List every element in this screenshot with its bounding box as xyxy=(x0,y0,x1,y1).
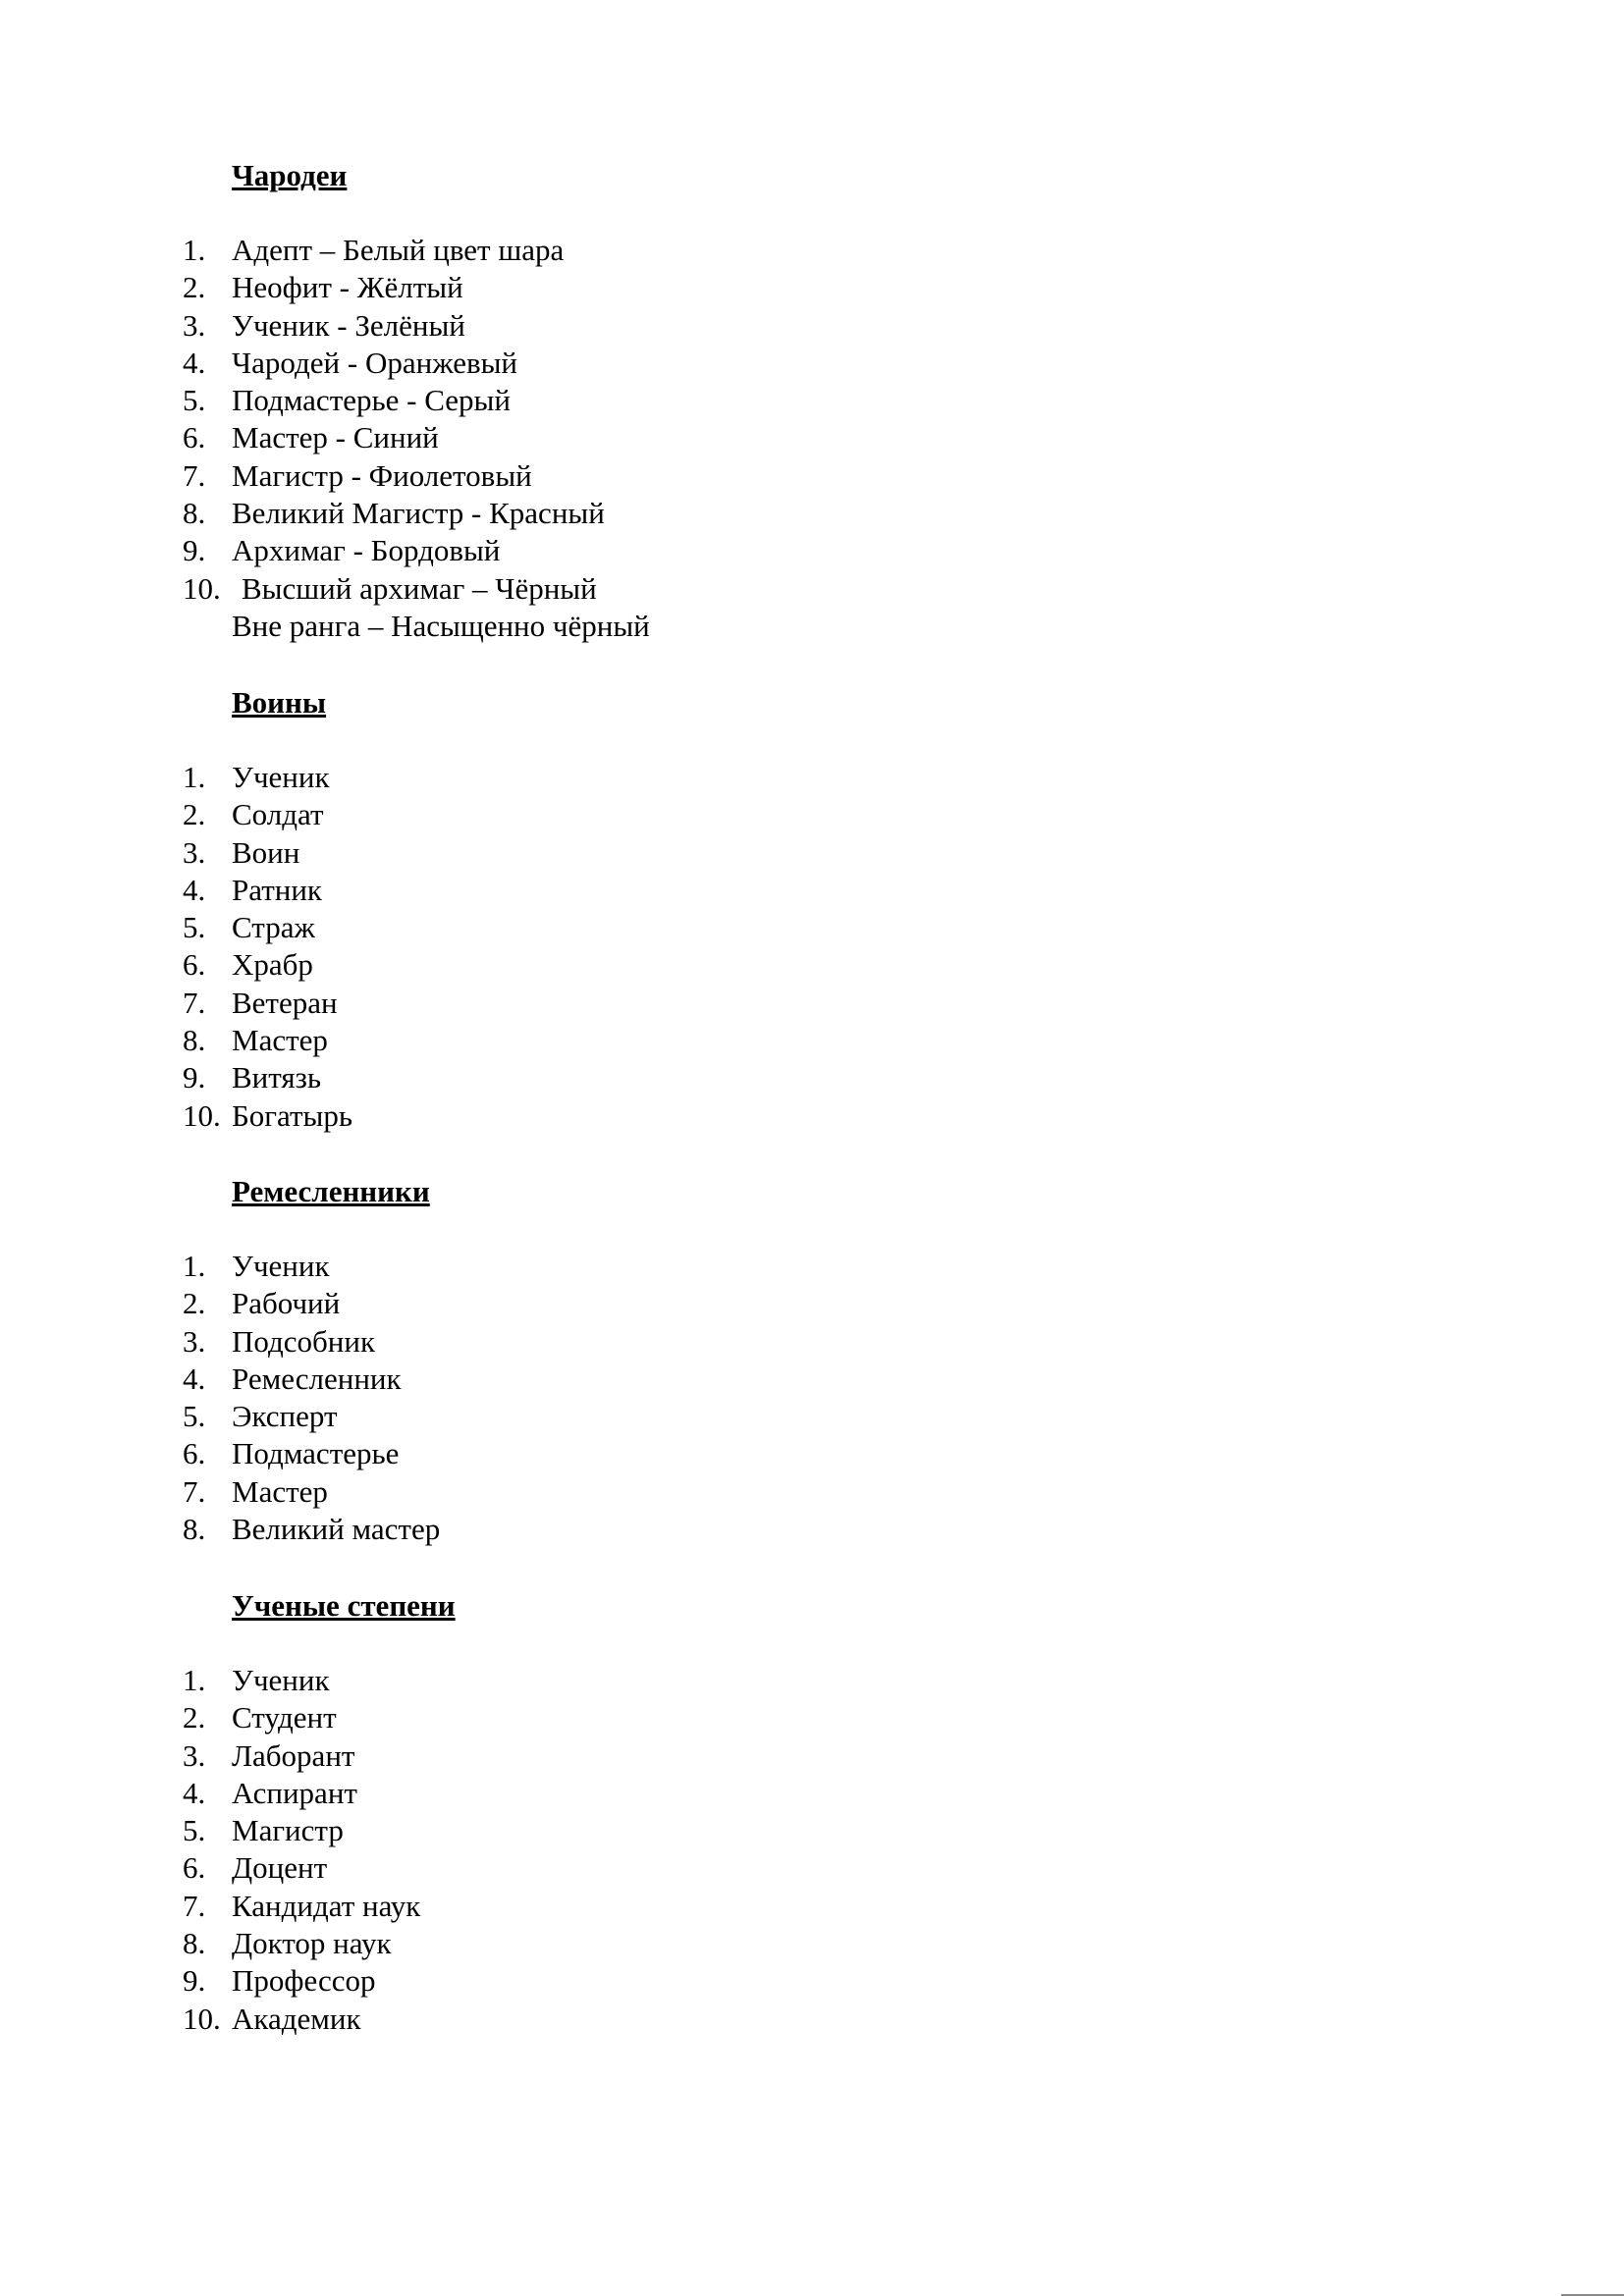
item-text: Подмастерье - Серый xyxy=(232,383,511,418)
item-text: Чародей - Оранжевый xyxy=(232,345,518,380)
list-item xyxy=(0,495,1624,532)
item-number: 5. xyxy=(183,1399,206,1434)
rank-list xyxy=(0,232,1624,645)
item-text: Витязь xyxy=(232,1060,322,1095)
item-number: 2. xyxy=(183,1700,206,1735)
item-text: Ветеран xyxy=(232,985,338,1020)
item-number: 4. xyxy=(183,345,206,380)
item-text: Подсобник xyxy=(232,1323,376,1359)
list-item xyxy=(0,532,1624,569)
list-item xyxy=(0,1097,1624,1135)
list-item xyxy=(0,307,1624,345)
item-text: Магистр - Фиолетовый xyxy=(232,457,532,493)
list-item xyxy=(0,1361,1624,1398)
rank-list xyxy=(0,1248,1624,1548)
item-number: 9. xyxy=(183,1963,206,1999)
item-number: 10. xyxy=(183,2001,221,2036)
list-item xyxy=(0,1511,1624,1548)
item-text: Неофит - Жёлтый xyxy=(232,270,463,305)
item-number: 9. xyxy=(183,533,206,568)
item-text: Ученик - Зелёный xyxy=(232,307,465,343)
item-number: 1. xyxy=(183,1249,206,1283)
item-text: Лаборант xyxy=(232,1737,355,1773)
item-number: 1. xyxy=(183,1663,206,1697)
item-number: 10. xyxy=(183,1097,221,1133)
list-item xyxy=(0,419,1624,456)
rank-list xyxy=(0,759,1624,1135)
item-number: 5. xyxy=(183,1813,206,1848)
section-title: Чародеи xyxy=(232,158,348,192)
item-text: Великий мастер xyxy=(232,1512,441,1547)
list-item xyxy=(0,834,1624,872)
section-title: Ученые степени xyxy=(232,1588,456,1623)
item-text: Архимаг - Бордовый xyxy=(232,533,501,568)
item-text: Ратник xyxy=(232,872,322,907)
list-item xyxy=(0,1775,1624,1812)
item-number: 5. xyxy=(183,383,206,418)
list-item xyxy=(0,1323,1624,1361)
item-text: Эксперт xyxy=(232,1399,338,1434)
item-text: Страж xyxy=(232,910,315,945)
item-text: Ученик xyxy=(232,760,330,794)
item-text: Подмастерье xyxy=(232,1436,400,1471)
item-number: 6. xyxy=(183,1850,206,1886)
list-item xyxy=(0,1812,1624,1849)
item-text: Ремесленник xyxy=(232,1361,402,1396)
list-item xyxy=(0,1435,1624,1472)
item-text: Высший архимаг – Чёрный xyxy=(242,570,597,606)
list-item xyxy=(0,1662,1624,1699)
list-item xyxy=(0,2001,1624,2038)
item-text: Рабочий xyxy=(232,1286,341,1321)
item-number: 7. xyxy=(183,1888,206,1923)
item-number: 4. xyxy=(183,872,206,907)
item-number: 9. xyxy=(183,1060,206,1095)
item-number: 3. xyxy=(183,1737,206,1773)
item-number: 8. xyxy=(183,1023,206,1058)
item-text: Кандидат наук xyxy=(232,1888,421,1923)
item-number: 4. xyxy=(183,1361,206,1396)
list-item xyxy=(0,1059,1624,1096)
item-number: 4. xyxy=(183,1775,206,1810)
list-item xyxy=(0,1022,1624,1059)
list-item xyxy=(0,382,1624,419)
item-text: Студент xyxy=(232,1700,337,1735)
list-item xyxy=(0,345,1624,382)
item-number: 3. xyxy=(183,307,206,343)
item-text: Доктор наук xyxy=(232,1926,392,1961)
item-text: Великий Магистр - Красный xyxy=(232,496,605,531)
rank-list xyxy=(0,1662,1624,2038)
item-number: 8. xyxy=(183,1926,206,1961)
item-number: 10. xyxy=(183,570,221,606)
item-text: Академик xyxy=(232,2001,361,2036)
item-text: Мастер - Синий xyxy=(232,420,439,455)
item-text: Ученик xyxy=(232,1249,330,1283)
item-number: 7. xyxy=(183,985,206,1020)
item-text: Магистр xyxy=(232,1813,344,1848)
item-number: 3. xyxy=(183,1323,206,1359)
item-number: 3. xyxy=(183,834,206,870)
item-number: 6. xyxy=(183,947,206,983)
list-item xyxy=(0,872,1624,909)
item-number: 2. xyxy=(183,270,206,305)
list-item xyxy=(0,457,1624,495)
item-text: Профессор xyxy=(232,1963,376,1999)
item-text: Храбр xyxy=(232,947,313,983)
item-text: Адепт – Белый цвет шара xyxy=(232,233,565,267)
item-number: 7. xyxy=(183,1473,206,1509)
item-number: 7. xyxy=(183,457,206,493)
list-item xyxy=(0,269,1624,306)
section-title: Ремесленники xyxy=(232,1174,430,1208)
item-number: 2. xyxy=(183,797,206,832)
list-item xyxy=(0,909,1624,946)
list-item xyxy=(0,1398,1624,1435)
item-number: 1. xyxy=(183,760,206,794)
list-item xyxy=(0,1888,1624,1925)
item-text: Мастер xyxy=(232,1473,328,1509)
item-number: 5. xyxy=(183,910,206,945)
list-item xyxy=(0,1285,1624,1322)
list-item xyxy=(0,946,1624,984)
item-number: 6. xyxy=(183,420,206,455)
list-item xyxy=(0,759,1624,796)
item-text: Аспирант xyxy=(232,1775,357,1810)
list-item xyxy=(0,796,1624,833)
item-number: 2. xyxy=(183,1286,206,1321)
list-item xyxy=(0,1962,1624,2000)
list-item xyxy=(0,985,1624,1022)
item-number: 6. xyxy=(183,1436,206,1471)
list-item xyxy=(0,1699,1624,1736)
item-text: Мастер xyxy=(232,1023,328,1058)
list-item xyxy=(0,1925,1624,1962)
item-number: 8. xyxy=(183,1512,206,1547)
list-item xyxy=(0,1248,1624,1285)
item-text: Вне ранга – Насыщенно чёрный xyxy=(232,608,650,643)
list-item xyxy=(0,1849,1624,1887)
item-text: Солдат xyxy=(232,797,324,832)
list-item xyxy=(0,570,1624,608)
item-text: Ученик xyxy=(232,1663,330,1697)
item-number: 8. xyxy=(183,496,206,531)
list-item xyxy=(0,1737,1624,1775)
item-text: Доцент xyxy=(232,1850,328,1886)
section-title: Воины xyxy=(232,685,327,720)
continuation-line xyxy=(0,608,1624,645)
item-number: 1. xyxy=(183,233,206,267)
list-item xyxy=(0,232,1624,269)
item-text: Воин xyxy=(232,834,300,870)
list-item xyxy=(0,1473,1624,1511)
item-text: Богатырь xyxy=(232,1097,352,1133)
